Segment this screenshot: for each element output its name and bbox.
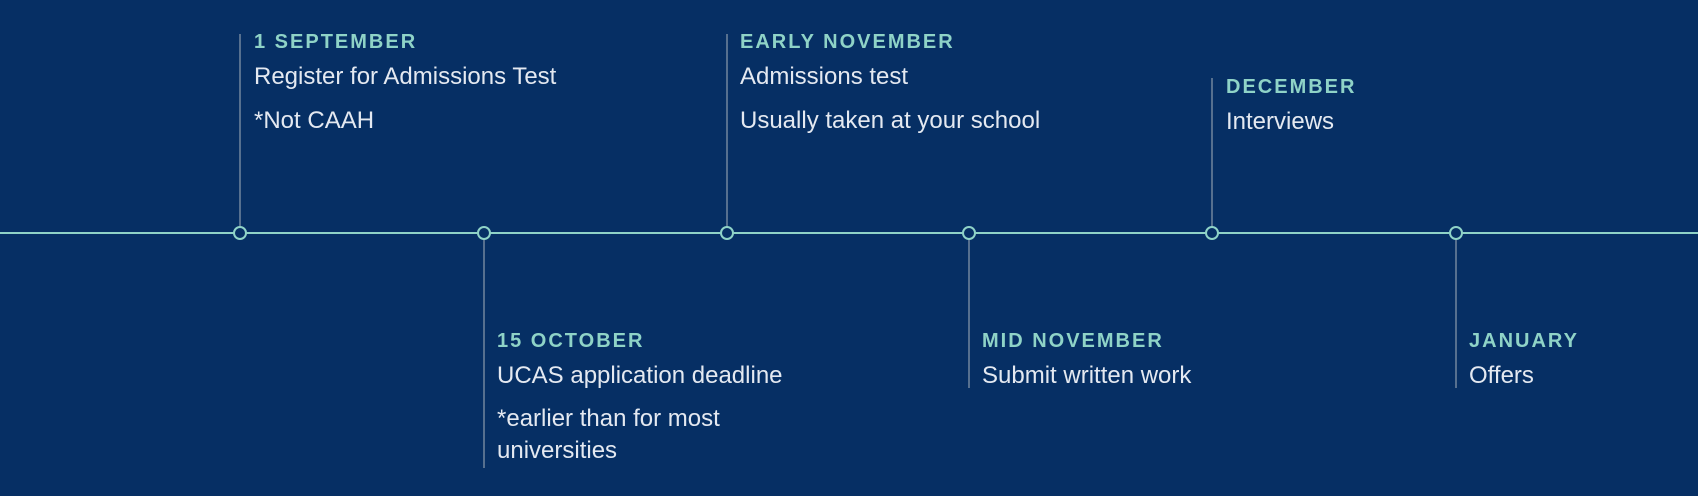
event-date-2: 15 OCTOBER <box>497 330 645 352</box>
event-node-4 <box>962 226 976 240</box>
event-label-2 <box>497 329 787 477</box>
event-label-1 <box>254 30 654 148</box>
event-line-3-2: Usually taken at your school <box>740 107 1041 134</box>
event-stem-6 <box>1455 234 1457 388</box>
event-date-6: JANUARY <box>1469 330 1579 352</box>
event-node-6 <box>1449 226 1463 240</box>
event-line-4-1: Submit written work <box>982 362 1192 389</box>
event-stem-3 <box>726 34 728 232</box>
event-label-3 <box>740 30 1160 148</box>
event-label-5 <box>1226 75 1526 149</box>
event-stem-5 <box>1211 78 1213 232</box>
event-line-1-1: Register for Admissions Test <box>254 63 557 90</box>
event-date-5: DECEMBER <box>1226 76 1357 98</box>
event-line-6-1: Offers <box>1469 362 1534 389</box>
event-node-1 <box>233 226 247 240</box>
event-date-3: EARLY NOVEMBER <box>740 31 955 53</box>
event-label-4 <box>982 329 1312 403</box>
event-line-2-1: UCAS application deadline <box>497 362 783 389</box>
event-node-3 <box>720 226 734 240</box>
event-stem-4 <box>968 234 970 388</box>
event-node-2 <box>477 226 491 240</box>
timeline-axis <box>0 232 1698 234</box>
event-line-1-2: *Not CAAH <box>254 107 375 134</box>
event-stem-2 <box>483 234 485 468</box>
event-line-2-2: *earlier than for most universities <box>497 405 720 464</box>
event-date-4: MID NOVEMBER <box>982 330 1164 352</box>
event-label-6 <box>1469 329 1689 403</box>
event-line-5-1: Interviews <box>1226 108 1335 135</box>
event-date-1: 1 SEPTEMBER <box>254 31 418 53</box>
event-stem-1 <box>239 34 241 232</box>
event-line-3-1: Admissions test <box>740 63 909 90</box>
event-node-5 <box>1205 226 1219 240</box>
